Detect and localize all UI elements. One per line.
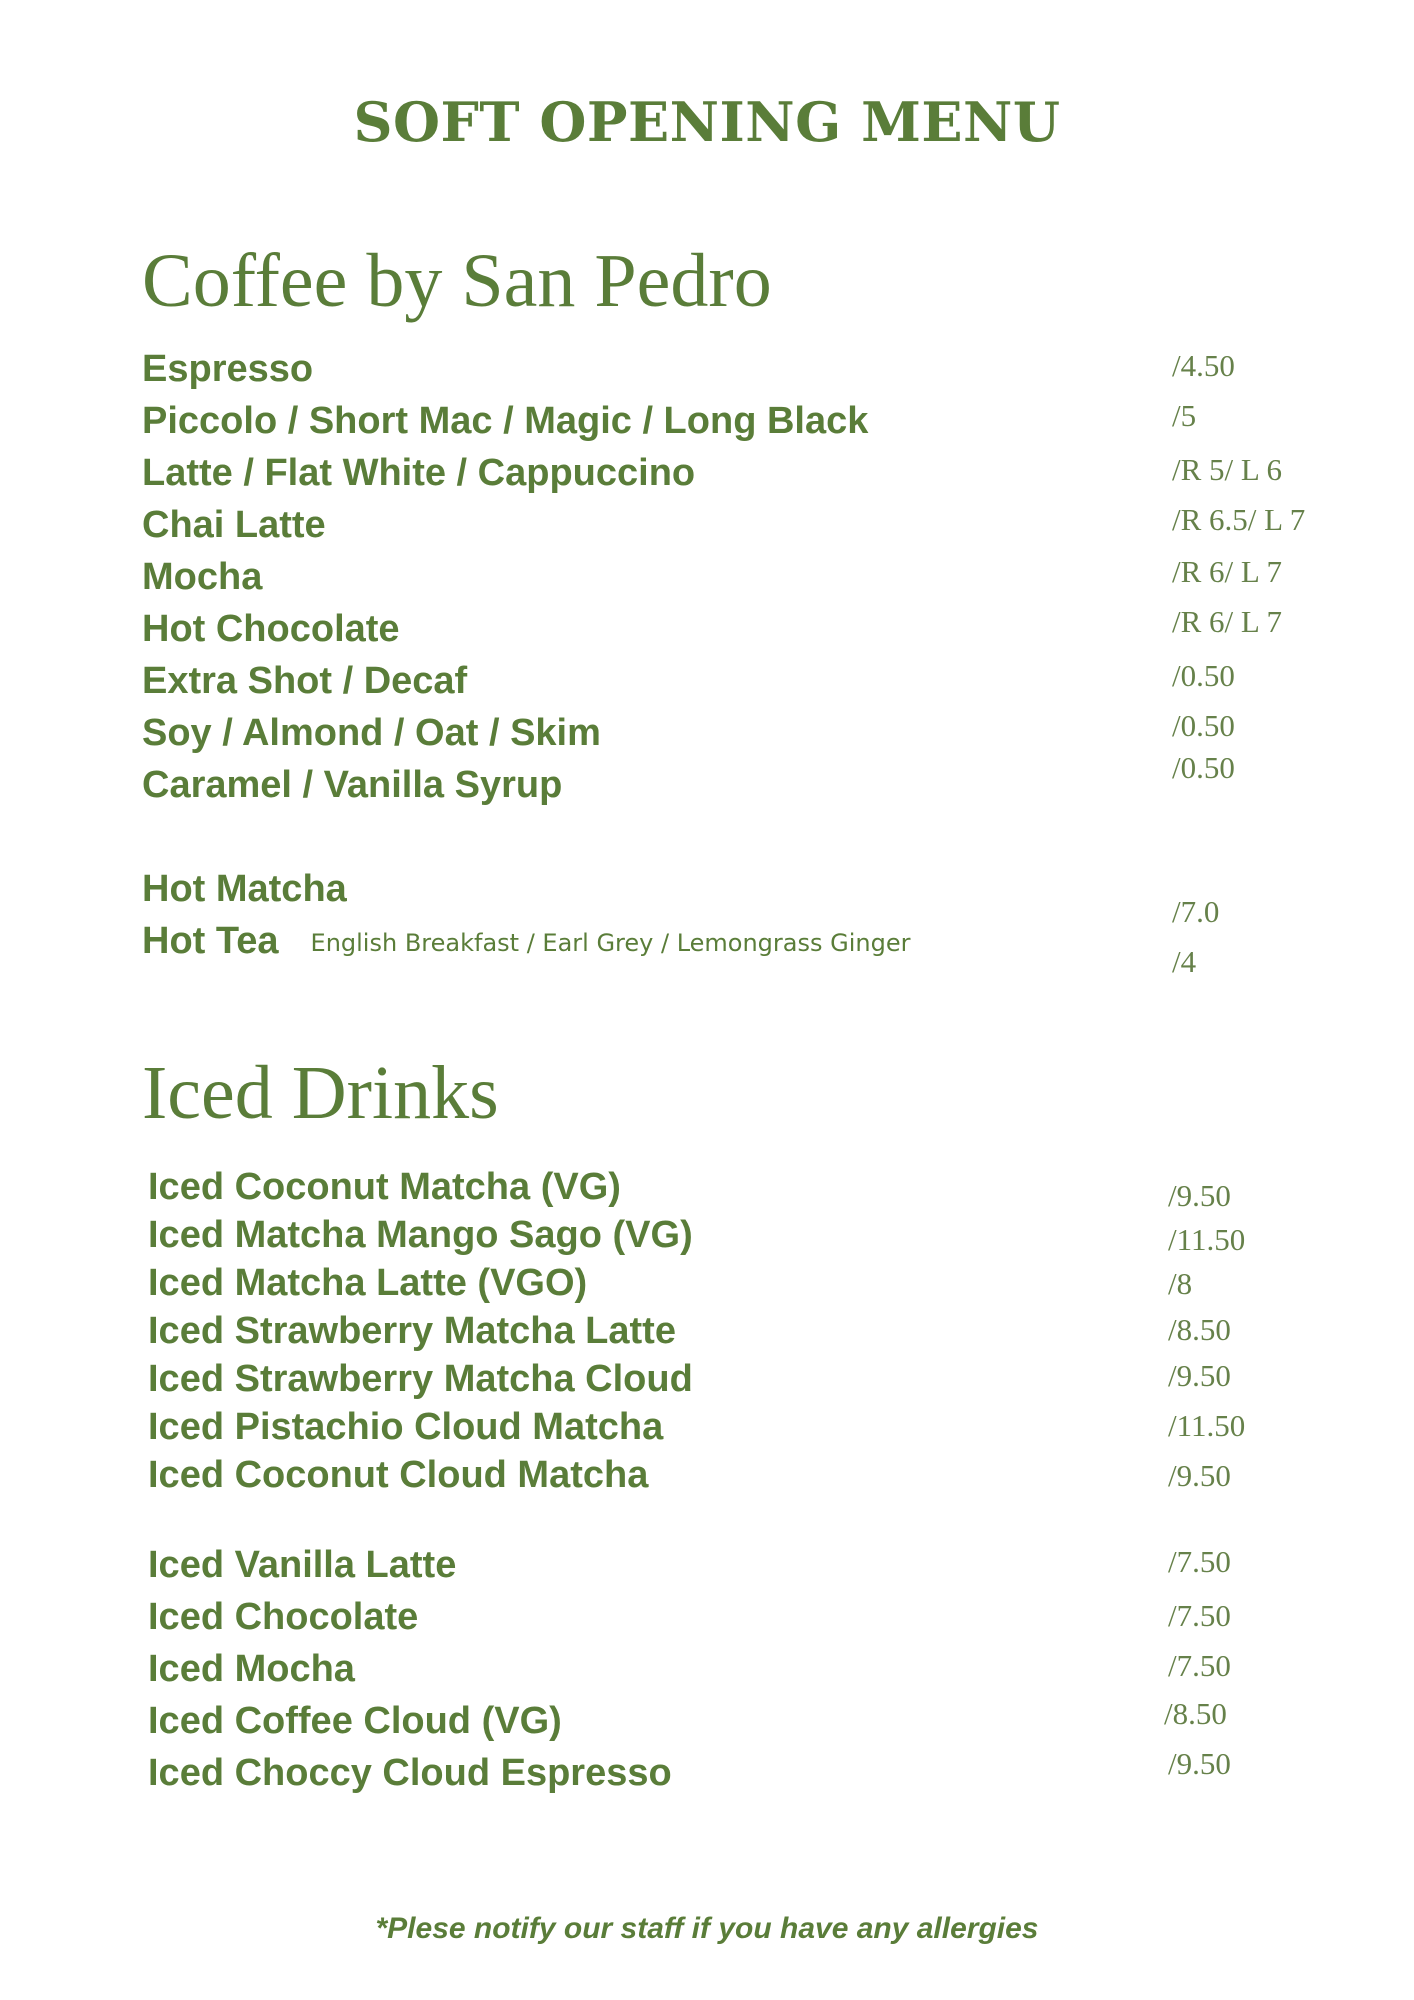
menu-item-price: /9.50	[1168, 1178, 1231, 1213]
menu-item-price: /R 6/ L 7	[1172, 604, 1282, 639]
menu-item-name: Iced Coconut Cloud Matcha	[148, 1454, 649, 1496]
menu-item-price: /7.50	[1168, 1544, 1231, 1579]
menu-item-name: Iced Matcha Latte (VGO)	[148, 1262, 588, 1304]
menu-item-price: /R 5/ L 6	[1172, 452, 1282, 487]
menu-item-price: /7.50	[1168, 1598, 1231, 1633]
menu-item-name: Iced Chocolate	[148, 1596, 419, 1638]
section-heading-coffee: Coffee by San Pedro	[142, 239, 772, 323]
menu-item-price: /8.50	[1168, 1312, 1231, 1347]
menu-item-price: /8	[1168, 1266, 1193, 1301]
menu-item-price: /R 6/ L 7	[1172, 554, 1282, 589]
menu-item-name: Espresso	[142, 348, 314, 390]
menu-item-name: Caramel / Vanilla Syrup	[142, 764, 563, 806]
menu-item-name: Iced Pistachio Cloud Matcha	[148, 1406, 664, 1448]
menu-item-price: /9.50	[1168, 1458, 1231, 1493]
page-title: SOFT OPENING MENU	[353, 90, 1061, 154]
menu-item-note: English Breakfast / Earl Grey / Lemongrass Ginger	[310, 928, 911, 957]
menu-item-name: Iced Choccy Cloud Espresso	[148, 1752, 672, 1794]
menu-item-name: Iced Coconut Matcha (VG)	[148, 1166, 621, 1208]
section-heading-iced: Iced Drinks	[142, 1051, 499, 1135]
menu-item-price: /5	[1172, 398, 1197, 433]
menu-item-price: /11.50	[1168, 1222, 1246, 1257]
menu-item-name: Iced Mocha	[148, 1648, 355, 1690]
menu-item-name: Iced Strawberry Matcha Cloud	[148, 1358, 693, 1400]
menu-item-hot-tea	[142, 922, 910, 960]
menu-item-name: Iced Coffee Cloud (VG)	[148, 1700, 562, 1742]
menu-item-price: /0.50	[1172, 658, 1235, 693]
menu-item-price: /11.50	[1168, 1408, 1246, 1443]
menu-item-name: Soy / Almond / Oat / Skim	[142, 712, 601, 754]
menu-item-name: Latte / Flat White / Cappuccino	[142, 452, 696, 494]
menu-item-name: Mocha	[142, 556, 263, 598]
menu-item-name: Hot Matcha	[142, 868, 347, 910]
menu-item-name: Piccolo / Short Mac / Magic / Long Black	[142, 400, 869, 442]
menu-item-price: /0.50	[1172, 750, 1235, 785]
menu-item-name: Extra Shot / Decaf	[142, 660, 468, 702]
menu-item-price: /0.50	[1172, 708, 1235, 743]
menu-item-price: /R 6.5/ L 7	[1172, 502, 1306, 537]
menu-item-name: Chai Latte	[142, 504, 326, 546]
menu-item-price: /9.50	[1168, 1746, 1231, 1781]
menu-item-price: /7.50	[1168, 1648, 1231, 1683]
menu-item-name: Iced Strawberry Matcha Latte	[148, 1310, 676, 1352]
menu-item-name: Iced Matcha Mango Sago (VG)	[148, 1214, 693, 1256]
menu-item-price: /7.0	[1172, 894, 1220, 929]
menu-item-name: Hot Chocolate	[142, 608, 400, 650]
menu-item-price: /4	[1172, 944, 1197, 979]
menu-item-name: Hot Tea	[142, 920, 279, 962]
allergy-footnote: *Plese notify our staff if you have any allergies	[375, 1912, 1039, 1945]
menu-item-name: Iced Vanilla Latte	[148, 1544, 457, 1586]
menu-item-price: /8.50	[1164, 1696, 1227, 1731]
menu-item-price: /4.50	[1172, 348, 1235, 383]
menu-item-price: /9.50	[1168, 1358, 1231, 1393]
